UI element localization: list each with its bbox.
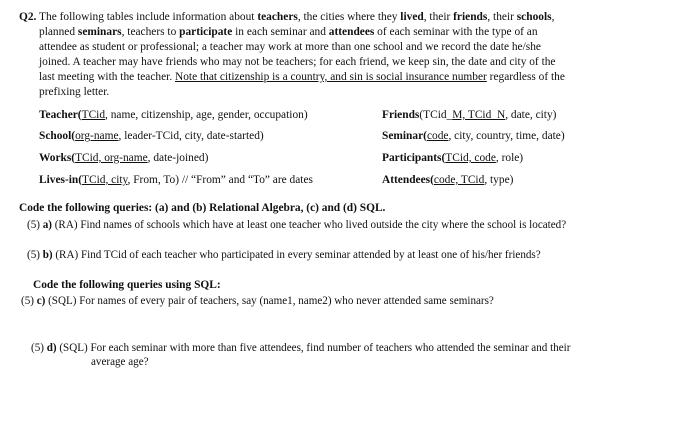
intro-line-5 bbox=[39, 70, 565, 85]
attributes: (TCid_ bbox=[419, 109, 453, 121]
relation-name: Seminar( bbox=[382, 130, 427, 142]
keyword-attendees: attendees bbox=[328, 26, 375, 38]
intro-text: , their bbox=[487, 11, 517, 23]
keyword-schools: schools bbox=[516, 11, 552, 23]
keyword-seminars: seminars bbox=[77, 26, 122, 38]
attributes: , name, citizenship, age, gender, occupation) bbox=[105, 109, 308, 121]
primary-key: M, TCid_N bbox=[452, 109, 506, 121]
attributes: , date, city) bbox=[505, 109, 557, 121]
relation-name: Attendees( bbox=[382, 174, 434, 186]
schema-friends bbox=[382, 108, 556, 123]
primary-key: code, TCid bbox=[433, 174, 485, 186]
intro-text: planned bbox=[39, 26, 78, 38]
query-b bbox=[27, 248, 541, 263]
instructions-heading bbox=[19, 201, 385, 216]
query-marks: (5) bbox=[31, 342, 47, 354]
instructions-heading-text: Code the following queries: (a) and (b) Relational Algebra, (c) and (d) SQL. bbox=[19, 202, 386, 214]
sql-heading bbox=[33, 278, 221, 293]
query-a bbox=[27, 218, 566, 233]
schema-attendees bbox=[382, 173, 513, 188]
intro-text: , bbox=[551, 11, 555, 23]
intro-text: last meeting with the teacher. bbox=[39, 71, 176, 83]
keyword-friends: friends bbox=[453, 11, 488, 23]
query-label: d) bbox=[46, 342, 57, 354]
query-label: a) bbox=[42, 219, 52, 231]
primary-key: TCid, org-name bbox=[75, 152, 148, 164]
schema-lives-in bbox=[39, 173, 313, 188]
schema-participants bbox=[382, 151, 523, 166]
query-c bbox=[21, 294, 494, 309]
attributes: , leader-TCid, city, date-started) bbox=[118, 130, 264, 142]
intro-line-6: prefixing letter. bbox=[39, 86, 110, 98]
attributes: , date-joined) bbox=[147, 152, 209, 164]
question-number: Q2. bbox=[19, 11, 37, 23]
intro-line-3: attendee as student or professional; a teacher may work at more than one school and we record the date he/she bbox=[39, 41, 541, 53]
attributes: , type) bbox=[484, 174, 514, 186]
intro-text: The following tables include information about bbox=[36, 11, 258, 23]
attributes: , city, country, time, date) bbox=[448, 130, 565, 142]
relation-name: School( bbox=[39, 130, 76, 142]
relation-name: Participants( bbox=[382, 152, 446, 164]
query-marks: (5) bbox=[27, 219, 43, 231]
intro-line-2 bbox=[39, 25, 538, 40]
attributes: , role) bbox=[495, 152, 524, 164]
primary-key: TCid bbox=[81, 109, 106, 121]
citizenship-note: Note that citizenship is a country, and sin is social insurance number bbox=[175, 71, 487, 83]
primary-key: TCid, city bbox=[82, 174, 128, 186]
relation-name: Teacher( bbox=[39, 109, 82, 121]
sql-heading-text: Code the following queries using SQL: bbox=[33, 279, 221, 291]
primary-key: code bbox=[426, 130, 449, 142]
query-marks: (5) bbox=[27, 249, 43, 261]
intro-text: of each seminar with the type of an bbox=[374, 26, 538, 38]
primary-key: org-name bbox=[75, 130, 119, 142]
query-label: b) bbox=[42, 249, 53, 261]
schema-teacher bbox=[39, 108, 308, 123]
relation-name: Friends bbox=[382, 109, 420, 121]
schema-seminar bbox=[382, 129, 565, 144]
query-text: (SQL) For each seminar with more than five attendees, find number of teachers who attended the seminar and their bbox=[56, 342, 571, 354]
query-marks: (5) bbox=[21, 295, 37, 307]
schema-works bbox=[39, 151, 208, 166]
query-text: (SQL) For names of every pair of teachers, say (name1, name2) who never attended same seminars? bbox=[45, 295, 494, 307]
primary-key: TCid, code bbox=[445, 152, 496, 164]
intro-text: , their bbox=[423, 11, 454, 23]
query-d bbox=[31, 341, 570, 356]
query-label: c) bbox=[36, 295, 46, 307]
intro-line-1 bbox=[19, 10, 554, 25]
keyword-teachers: teachers bbox=[257, 11, 298, 23]
relation-name: Works( bbox=[39, 152, 76, 164]
query-text: (RA) Find names of schools which have at least one teacher who lived outside the city where the school is located? bbox=[51, 219, 567, 231]
query-text: (RA) Find TCid of each teacher who participated in every seminar attended by at least one of his/her friends? bbox=[52, 249, 541, 261]
relation-name: Lives-in( bbox=[39, 174, 83, 186]
intro-line-4: joined. A teacher may have friends who may not be teachers; for each friend, we keep sin, the date and city of the bbox=[39, 56, 556, 68]
schema-school bbox=[39, 129, 264, 144]
keyword-participate: participate bbox=[179, 26, 233, 38]
attributes: , From, To) // “From” and “To” are dates bbox=[127, 174, 313, 186]
intro-text: , teachers to bbox=[121, 26, 180, 38]
keyword-lived: lived bbox=[400, 11, 424, 23]
query-d-continued: average age? bbox=[91, 356, 149, 368]
intro-text: regardless of the bbox=[486, 71, 565, 83]
intro-text: , the cities where they bbox=[297, 11, 401, 23]
intro-text: in each seminar and bbox=[232, 26, 329, 38]
